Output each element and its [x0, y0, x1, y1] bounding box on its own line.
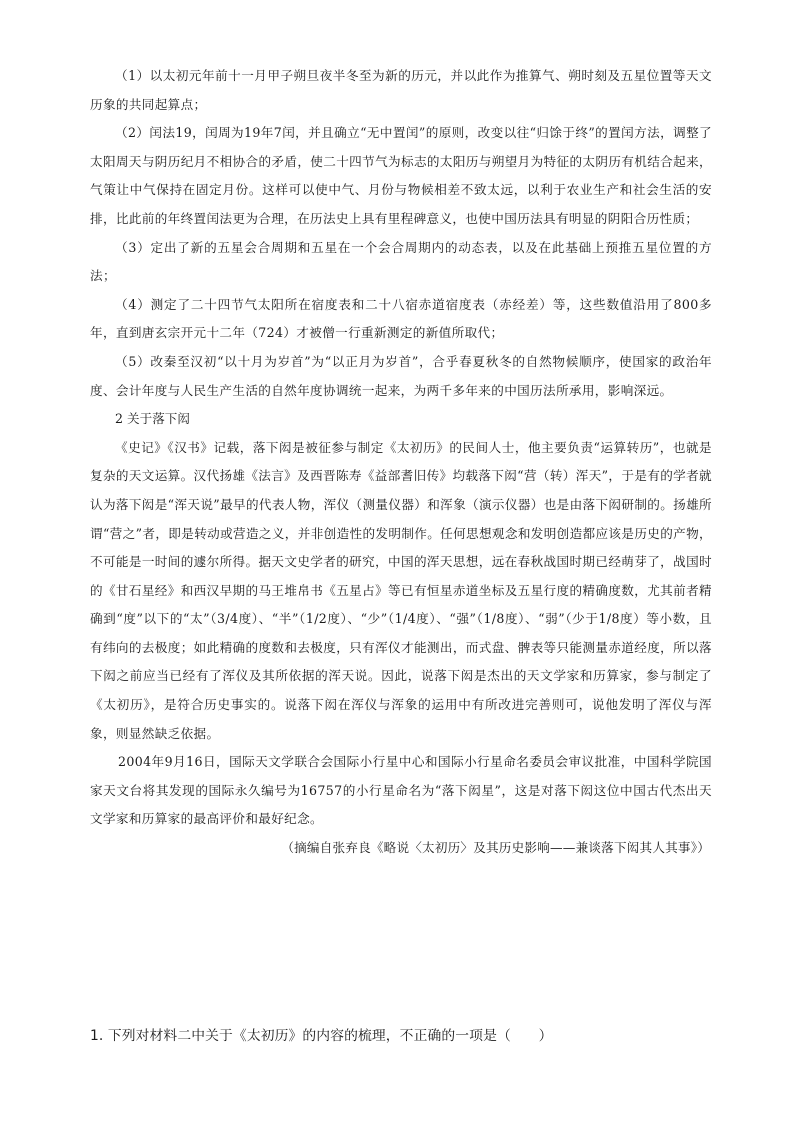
taichu-item-2: （2）闰法19，闰周为19年7闰，并且确立“无中置闰”的原则，改变以往“归馀于终”的置闰方法，调整了太阳周天与阴历纪月不相协合的矛盾，使二十四节气为标志的太阳历与朔望月为特征的太阴历有机结合起来，气策让中气保持在固定月份。这样可以使中气、月份与物候相差不致太远，以利于农业生产和社会生活的安排，比此前的年终置闰法更为合理，在历法史上具有里程碑意义，也使中国历法具有明显的阴阳合历性质； — [90, 125, 712, 226]
question-1: 1. 下列对材料二中关于《太初历》的内容的梳理，不正确的一项是（ ） — [90, 1028, 553, 1044]
luoxiahong-paragraph: 《史记》《汉书》记载，落下闳是被征参与制定《太初历》的民间人士，他主要负责“运算转历”，也就是复杂的天文运算。汉代扬雄《法言》及西晋陈寿《益部耆旧传》均载落下闳“营（转）浑天”，于是有的学者就认为落下闳是“浑天说”最早的代表人物，浑仪（测量仪器）和浑象（演示仪器）也是由落下闳研制的。扬雄所谓“营之”者，即是转动或营造之义，并非创造性的发明制作。任何思想观念和发明创造都应该是历史的产物，不可能是一时间的遽尔所得。据天文史学者的研究，中国的浑天思想，远在春秋战国时期已经萌芽了，战国时的《甘石星经》和西汉早期的马王堆帛书《五星占》等已有恒星赤道坐标及五星行度的精确度数，尤其前者精确到“度”以下的“太”（3/4度）、“半”（1/2度）、“少”（1/4度）、“强”（1/8度）、“弱”（少于1/8度）等小数，且有纬向的去极度；如此精确的度数和去极度，只有浑仪才能测出，而式盘、髀表等只能测量赤道经度，所以落下闳之前应当已经有了浑仪及其所依据的浑天说。因此，说落下闳是杰出的天文学家和历算家，参与制定了《太初历》，是符合历史事实的。说落下闳在浑仪与浑象的运用中有所改进完善则可，说他发明了浑仪与浑象，则显然缺乏依据。 — [90, 439, 712, 741]
source-citation: （摘编自张弃良《略说〈太初历〉及其历史影响——兼谈落下闳其人其事》） — [281, 840, 710, 856]
taichu-item-5: （5）改秦至汉初“以十月为岁首”为“以正月为岁首”，合乎春夏秋冬的自然物候顺序，使国家的政治年度、会计年度与人民生产生活的自然年度协调统一起来，为两千多年来的中国历法所承用，影响深远。 — [90, 353, 712, 398]
asteroid-paragraph: 2004年9月16日，国际天文学联合会国际小行星中心和国际小行星命名委员会审议批准，中国科学院国家天文台将其发现的国际永久编号为16757的小行星命名为“落下闳星”，这是对落下闳这位中国古代杰出天文学家和历算家的最高评价和最好纪念。 — [90, 754, 712, 827]
section-heading: 2 关于落下闳 — [115, 411, 190, 427]
taichu-item-3: （3）定出了新的五星会合周期和五星在一个会合周期内的动态表，以及在此基础上预推五星位置的方法； — [90, 239, 712, 284]
material-two-text — [90, 62, 712, 863]
taichu-item-4: （4）测定了二十四节气太阳所在宿度表和二十八宿赤道宿度表（赤经差）等，这些数值沿用了800多年，直到唐玄宗开元十二年（724）才被僧一行重新测定的新值所取代； — [90, 296, 712, 341]
taichu-item-1: （1）以太初元年前十一月甲子朔旦夜半冬至为新的历元，并以此作为推算气、朔时刻及五星位置等天文历象的共同起算点； — [90, 68, 712, 112]
